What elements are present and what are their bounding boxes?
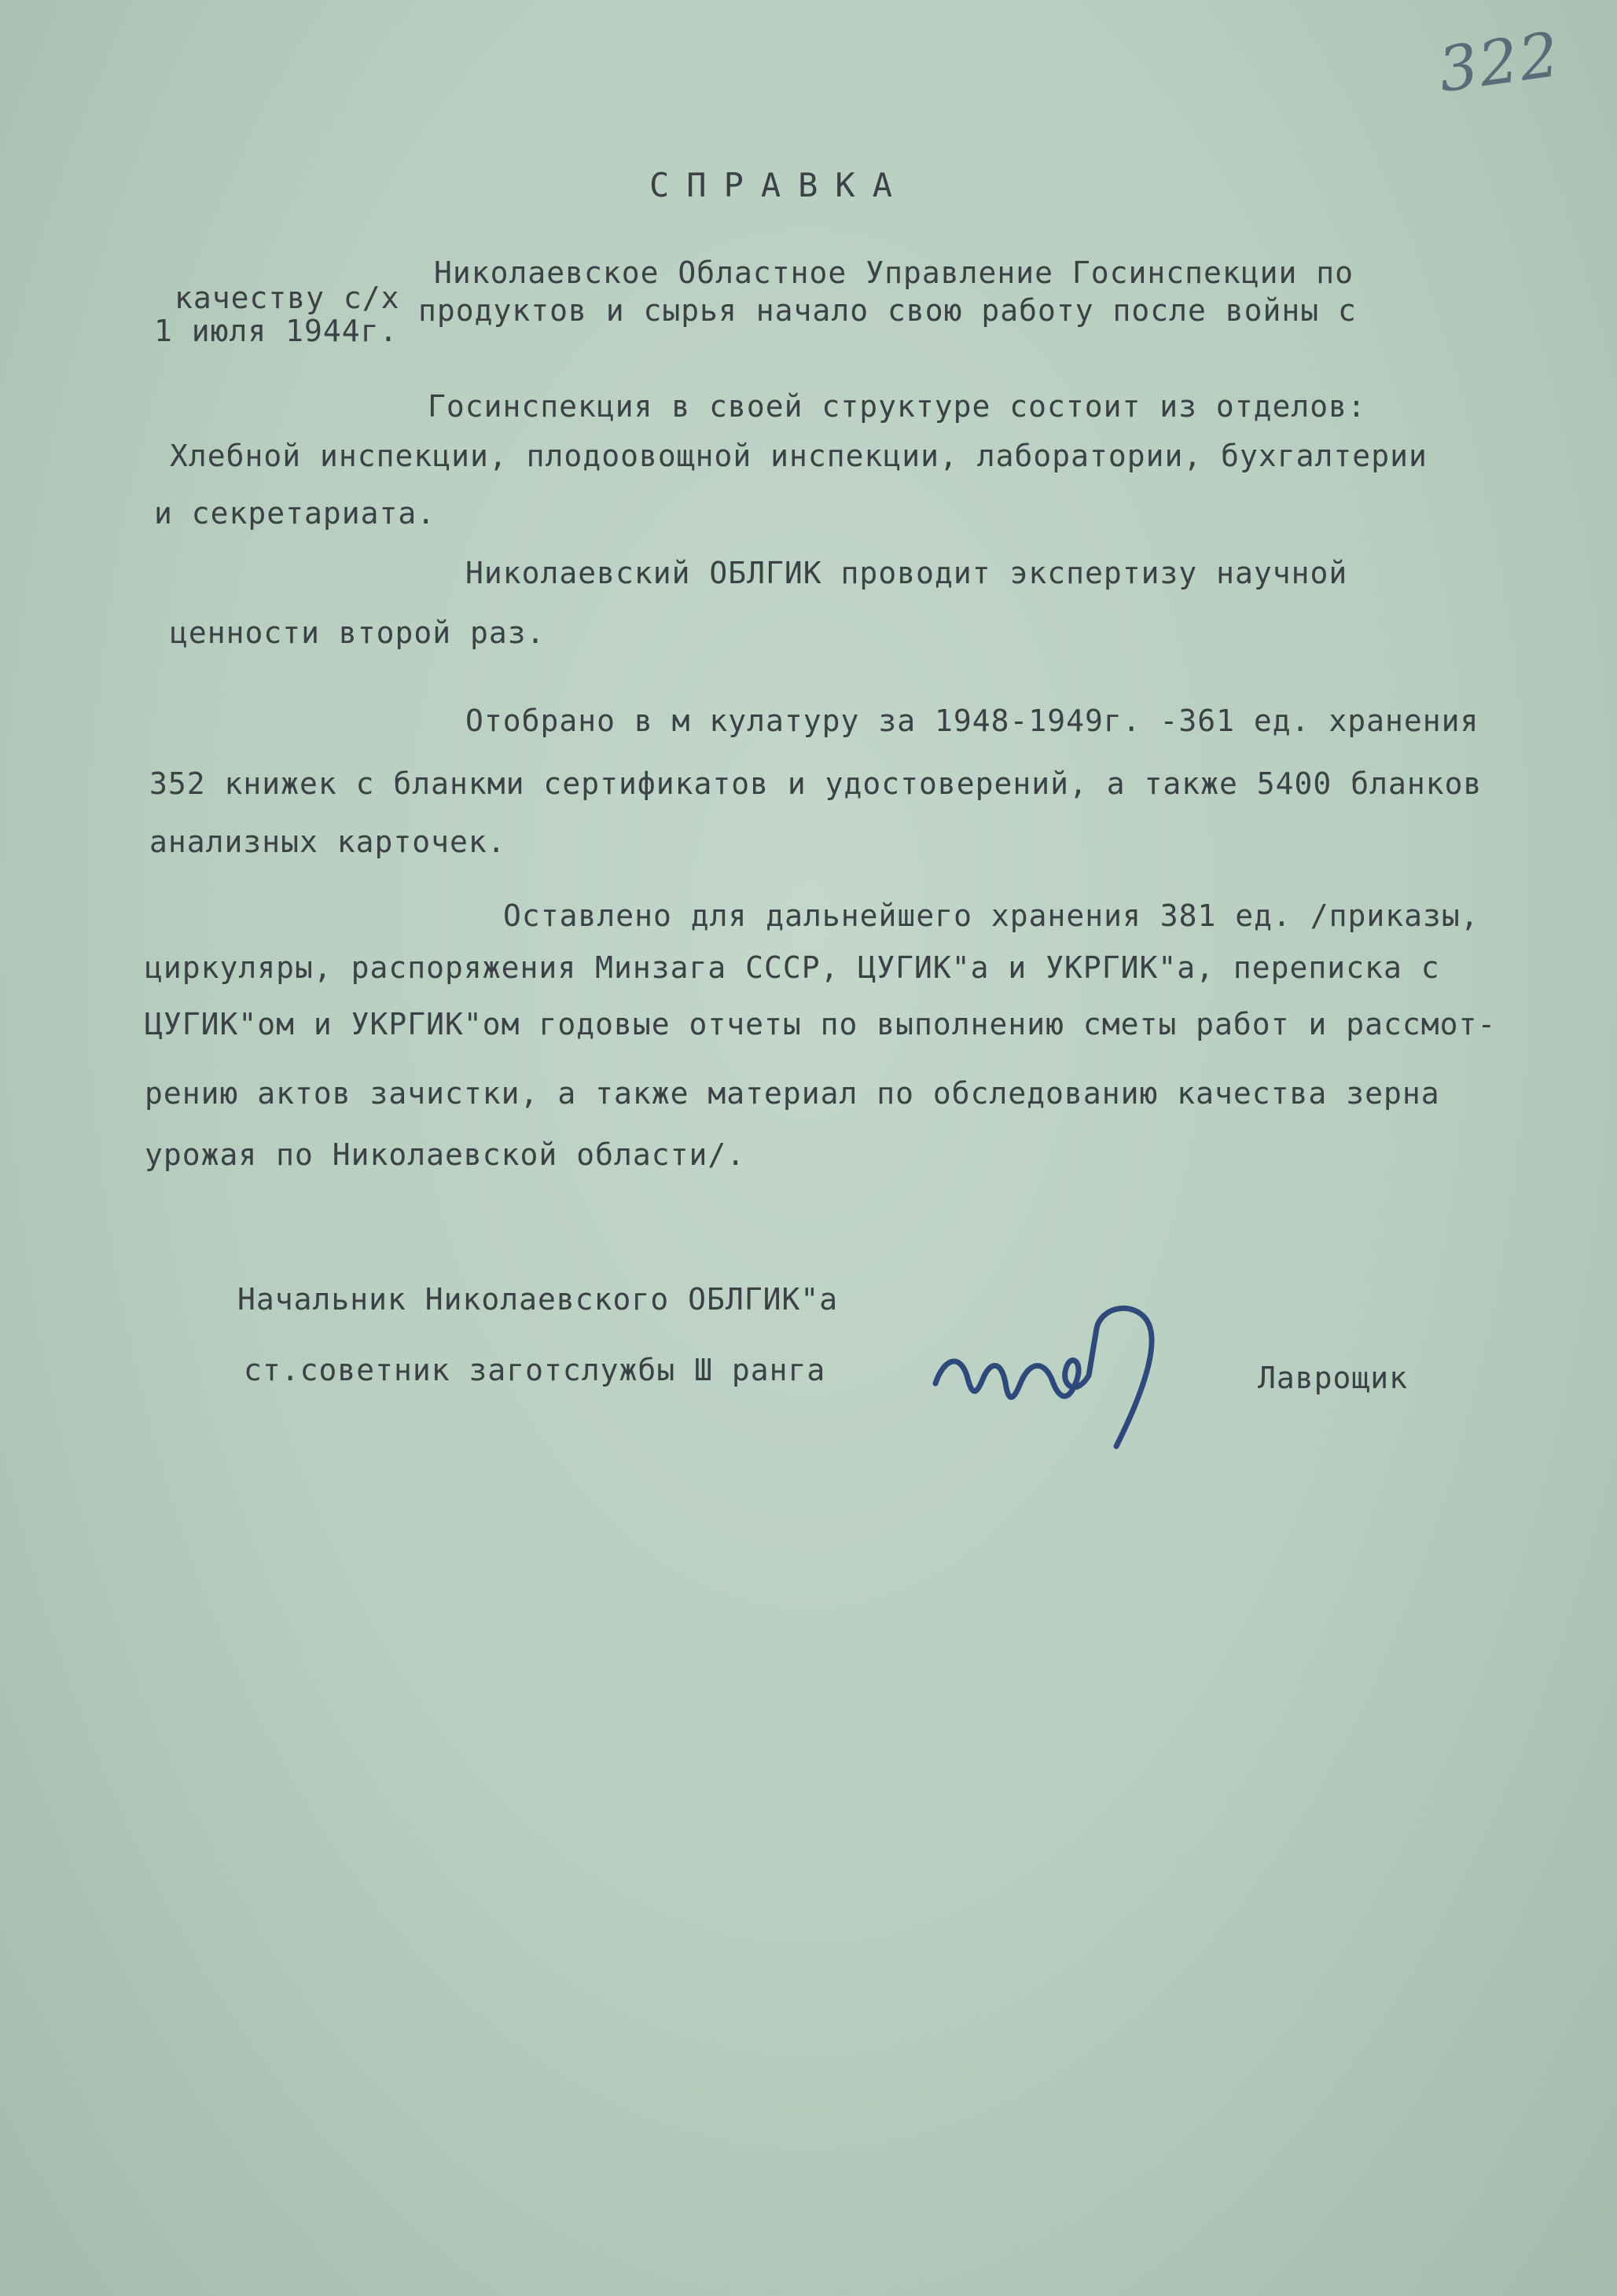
paragraph-1-line-1: Николаевское Областное Управление Госинспекции по (434, 255, 1354, 290)
signatory-title-line-2: ст.советник заготслужбы Ш ранга (244, 1353, 826, 1387)
signatory-name: Лаврощик (1258, 1361, 1409, 1395)
paragraph-5-line-4: рению актов зачистки, а также материал по обследованию качества зерна (145, 1076, 1440, 1111)
paragraph-5-line-5: урожая по Николаевской области/. (145, 1137, 746, 1172)
signatory-title-line-1: Начальник Николаевского ОБЛГИК"а (237, 1282, 839, 1317)
paragraph-5-line-1: Оставлено для дальнейшего хранения 381 ед. /приказы, (503, 898, 1479, 933)
paragraph-3-line-1: Николаевский ОБЛГИК проводит экспертизу научной (465, 556, 1348, 590)
paragraph-4-line-1: Отобрано в м кулатуру за 1948-1949г. -361 ед. хранения (465, 703, 1479, 738)
paragraph-2-line-2: Хлебной инспекции, плодоовощной инспекции, лаборатории, бухгалтерии (170, 439, 1428, 473)
paragraph-1-line-2b: продуктов и сырья начало свою работу после войны с (418, 293, 1357, 328)
paragraph-4-line-3: анализных карточек. (149, 825, 506, 859)
handwritten-signature (928, 1242, 1195, 1478)
document-title: СПРАВКА (649, 166, 910, 204)
paragraph-5-line-3: ЦУГИК"ом и УКРГИК"ом годовые отчеты по выполнению сметы работ и рассмот- (145, 1007, 1497, 1041)
paragraph-2-line-1: Госинспекция в своей структуре состоит из отделов: (428, 389, 1366, 424)
paragraph-1-line-2a: качеству с/х (175, 281, 400, 315)
archive-page-number: 322 (1434, 19, 1565, 107)
paragraph-1-line-3: 1 июля 1944г. (154, 314, 399, 348)
paragraph-3-line-2: ценности второй раз. (170, 615, 546, 650)
paragraph-5-line-2: циркуляры, распоряжения Минзага СССР, ЦУГИК"а и УКРГИК"а, переписка с (145, 950, 1440, 985)
paragraph-4-line-2: 352 книжек с бланкми сертификатов и удостоверений, а также 5400 бланков (149, 766, 1483, 801)
paragraph-2-line-3: и секретариата. (154, 496, 436, 531)
